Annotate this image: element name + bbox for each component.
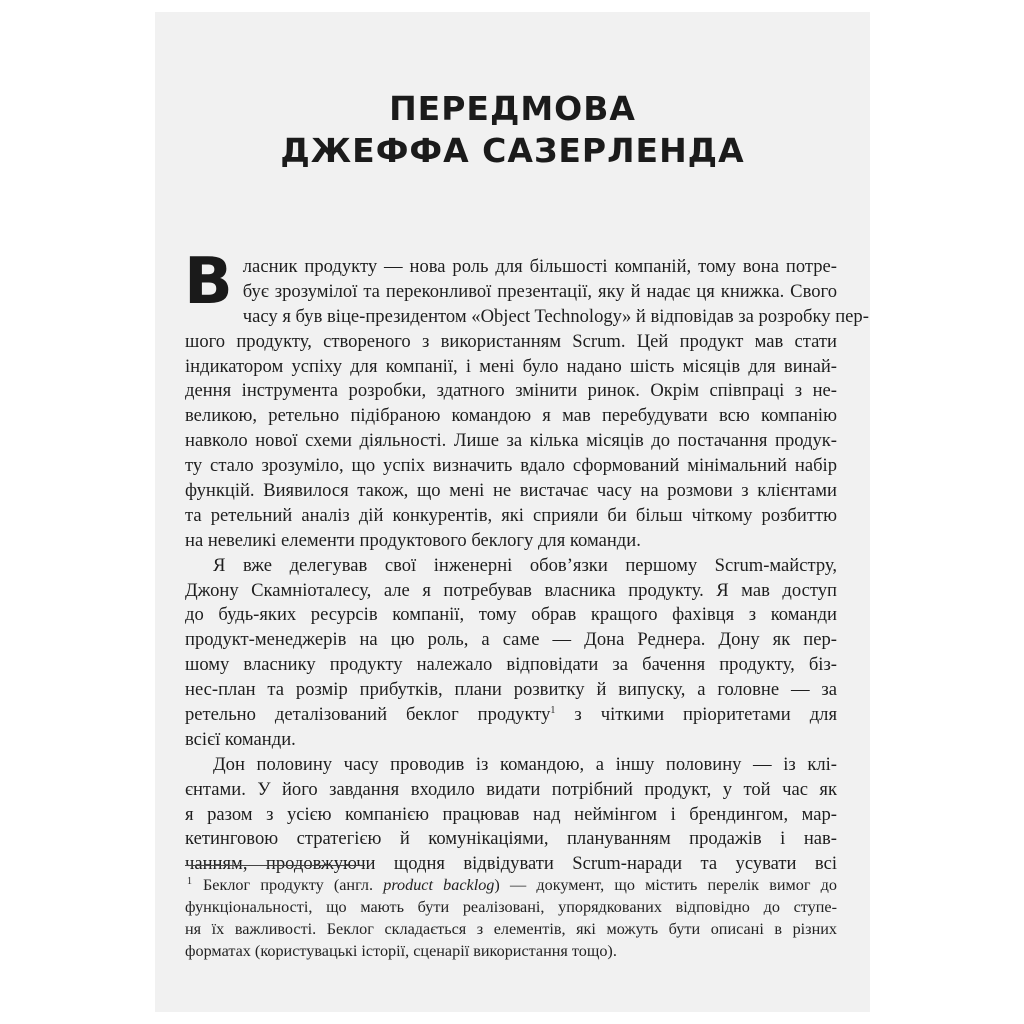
- text-line: кетинговою стратегією й комунікаціями, плануванням продажів і нав-: [185, 828, 837, 850]
- text-line: бує зрозумілої та переконливої презентації, яку й надає ця книжка. Свого: [242, 280, 837, 302]
- body-text: [184, 245, 869, 877]
- footnote-line: ня їх важливості. Беклог складається з елементів, які можуть бути описані в різних: [185, 920, 837, 938]
- text-line: шому власнику продукту належало відповідати за бачення продукту, біз-: [185, 654, 837, 676]
- title-line-1: ПЕРЕДМОВА: [389, 89, 636, 128]
- text-line: єнтами. У його завдання входило видати потрібний продукт, у той час як: [185, 778, 837, 800]
- book-page: [155, 12, 870, 1012]
- text-line: я разом з усією компанією працював над неймінгом і брендингом, мар-: [185, 803, 837, 825]
- text-line-part: з чіткими пріоритетами для: [555, 704, 837, 726]
- text-line: Я вже делегував свої інженерні обов’язки першому Scrum-майстру,: [213, 554, 837, 576]
- text-line: дення інструмента розробки, здатного змінити ринок. Окрім співпраці з не-: [185, 380, 837, 402]
- text-line: Джону Скамніоталесу, але я потребував власника продукту. Я мав доступ: [185, 579, 837, 601]
- footnote-line: [185, 874, 837, 896]
- footnote: [185, 874, 837, 962]
- footnote-number: 1: [187, 876, 192, 887]
- text-line: навколо нової схеми діяльності. Лише за кілька місяців до постачання продук-: [185, 430, 837, 452]
- footnote-line: функціональності, що мають бути реалізовані, упорядкованих відповідно до ступе-: [185, 898, 837, 916]
- text-line: ту стало зрозуміло, що успіх визначить вдало сформований мінімальний набір: [185, 455, 837, 477]
- paragraph-2: [185, 554, 837, 753]
- paragraph-3: [185, 753, 837, 877]
- footnote-text: Беклог продукту (англ.: [203, 876, 384, 894]
- text-line: індикатором успіху для компанії, і мені було надано шість місяців для винай-: [185, 355, 837, 377]
- footnote-line: форматах (користувацькі історії, сценарії використання тощо).: [185, 942, 617, 960]
- text-line: функцій. Виявилося також, що мені не вистачає часу на розмови з клієнтами: [185, 480, 837, 502]
- page-title: [155, 88, 870, 172]
- title-line-2: ДЖЕФФА САЗЕРЛЕНДА: [280, 131, 745, 170]
- footnote-ref[interactable]: 1: [550, 704, 556, 716]
- text-line: нес-план та розмір прибутків, плани розвитку й випуску, а головне — за: [185, 679, 837, 701]
- text-line: часу я був віце-президентом «Object Technology» й відповідав за розробку пер-: [242, 305, 869, 327]
- text-line: Дон половину часу проводив із командою, а іншу половину — із клі-: [213, 753, 837, 775]
- text-line: чанням, продовжуючи щодня відвідувати Scrum-наради та усувати всі: [185, 853, 837, 875]
- text-line: та ретельний аналіз дій конкурентів, які сприяли би більш чіткому розбиттю: [185, 504, 837, 526]
- text-line: [185, 703, 837, 728]
- text-line-part: ретельно деталізований беклог продукту: [185, 704, 551, 726]
- drop-cap: В: [184, 245, 233, 319]
- text-line: ласник продукту — нова роль для більшості компаній, тому вона потре-: [242, 256, 837, 277]
- text-line: шого продукту, створеного з використанням Scrum. Цей продукт мав стати: [185, 330, 837, 352]
- text-line: продукт-менеджерів на цю роль, а саме — Дона Реднера. Дону як пер-: [185, 629, 837, 651]
- footnote-text: ) — документ, що містить перелік вимог до: [494, 876, 837, 894]
- footnote-italic-term: product backlog: [383, 876, 495, 894]
- text-line: великою, ретельно підібраною командою я мав перебудувати всю компанію: [185, 405, 837, 427]
- paragraph-1: [184, 245, 869, 554]
- text-line: всієї команди.: [185, 728, 296, 750]
- text-line: на невеликі елементи продуктового беклогу для команди.: [185, 529, 641, 551]
- footnote-separator: [185, 865, 365, 866]
- text-line: до будь-яких ресурсів компанії, тому обрав кращого фахівця з команди: [185, 604, 837, 626]
